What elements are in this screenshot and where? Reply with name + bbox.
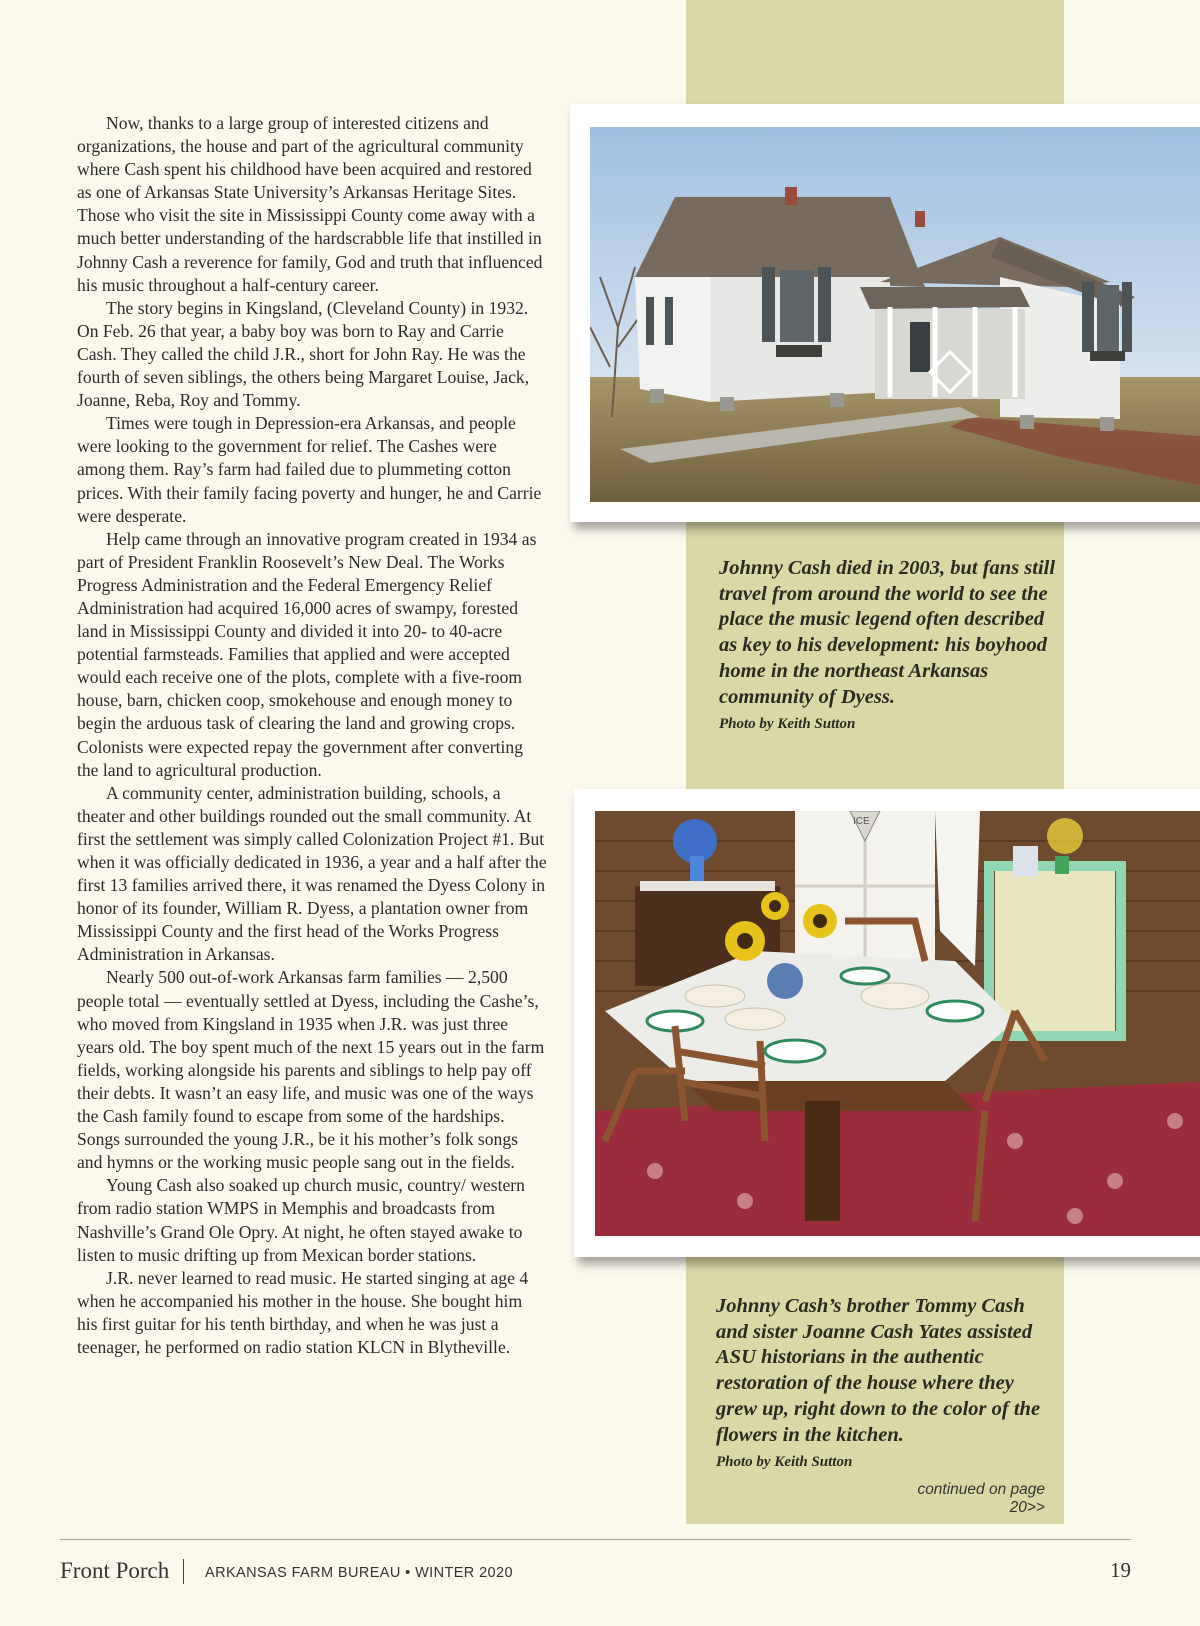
article-paragraph: Now, thanks to a large group of interested citizens and organizations, the house and part of the agricultural community where Cash spent his childhood have been acquired and restored as one of Arkansas State University’s Arkansas Heritage Sites. Those who visit the site in Mississippi County come away with a much better understanding of the hardscrabble life that instilled in Johnny Cash a reverence for family, God and truth that influenced his music throughout a half-century career. (77, 113, 543, 295)
kitchen-photo-frame (574, 789, 1200, 1257)
photo-credit: Photo by Keith Sutton (716, 1454, 853, 1471)
continued-link: continued on page 20>> (917, 1481, 1045, 1516)
article-paragraph: The story begins in Kingsland, (Cleveland County) in 1932. On Feb. 26 that year, a baby boy was born to Ray and Carrie Cash. They called the child J.R., short for John Ray. He was the fourth of seven siblings, the others being Margaret Louise, Jack, Joanne, Reba, Roy and Tommy. (77, 297, 530, 411)
publication-info: ARKANSAS FARM BUREAU • WINTER 2020 (205, 1565, 513, 1581)
page-number: 19 (1110, 1558, 1131, 1582)
kitchen-photo-caption (716, 1294, 1056, 1472)
article-paragraph: A community center, administration building, schools, a theater and other buildings rounded out the small community. At first the settlement was simply called Colonization Project #1. But when it was officially dedicated in 1936, a year and a half after the first 13 families arrived there, it was renamed the Dyess Colony in honor of its founder, William R. Dyess, a plantation owner from Mississippi County and the first head of the Works Progress Administration in Arkansas. (77, 782, 547, 965)
house-photo-caption (719, 556, 1059, 734)
house-photo (590, 127, 1200, 502)
footer-divider (183, 1559, 184, 1584)
footer-rule (60, 1539, 1131, 1540)
article-paragraph: Help came through an innovative program created in 1934 as part of President Franklin Roosevelt’s New Deal. The Works Progress Administration and the Federal Emergency Relief Administration had acquired 16,000 acres of swampy, forested land in Mississippi County and divided it into 20- to 40-acre potential farmsteads. Families that applied and were accepted would each receive one of the plots, complete with a five-room house, barn, chicken coop, smokehouse and enough money to begin the arduous task of clearing the land and growing crops. Colonists were expected repay the government after converting the land to agricultural production. (77, 528, 537, 780)
ice-sign-text: ICE (853, 816, 870, 827)
caption-text: Johnny Cash’s brother Tommy Cash and sister Joanne Cash Yates assisted ASU historians in the authentic restoration of the house where they grew up, right down to the color of the flowers in the kitchen. (716, 1295, 1041, 1446)
kitchen-photo (595, 811, 1200, 1236)
caption-text: Johnny Cash died in 2003, but fans still travel from around the world to see the place the music legend often described as key to his development: his boyhood home in the northeast Arkansas community of Dyess. (719, 557, 1056, 708)
article-paragraph: Times were tough in Depression-era Arkansas, and people were looking to the government for relief. The Cashes were among them. Ray’s farm had failed due to plummeting cotton prices. With their family facing poverty and hunger, he and Carrie were desperate. (77, 413, 542, 526)
article-body (77, 112, 547, 1359)
article-paragraph: Young Cash also soaked up church music, country/ western from radio station WMPS in Memphis and broadcasts from Nashville’s Grand Ole Opry. At night, he often stayed awake to listen to music drifting up from Mexican border stations. (77, 1175, 525, 1265)
article-paragraph: Nearly 500 out-of-work Arkansas farm families — 2,500 people total — eventually settled at Dyess, including the Cashe’s, who moved from Kingsland in 1935 when J.R. was just three years old. The boy spent much of the next 15 years out in the farm fields, working alongside his parents and siblings to help pay off their debts. It wasn’t an easy life, and music was one of the ways the Cash family found to escape from some of the hardships. Songs surrounded the young J.R., be it his mother’s folk songs and hymns or the working music people sang out in the fields. (77, 967, 545, 1173)
magazine-name: Front Porch (60, 1558, 170, 1583)
photo-credit: Photo by Keith Sutton (719, 716, 856, 733)
house-photo-frame (570, 104, 1200, 522)
article-paragraph: J.R. never learned to read music. He started singing at age 4 when he accompanied his mother in the house. She bought him his first guitar for his tenth birthday, and when he was just a teenager, he performed on radio station KLCN in Blytheville. (77, 1267, 529, 1357)
